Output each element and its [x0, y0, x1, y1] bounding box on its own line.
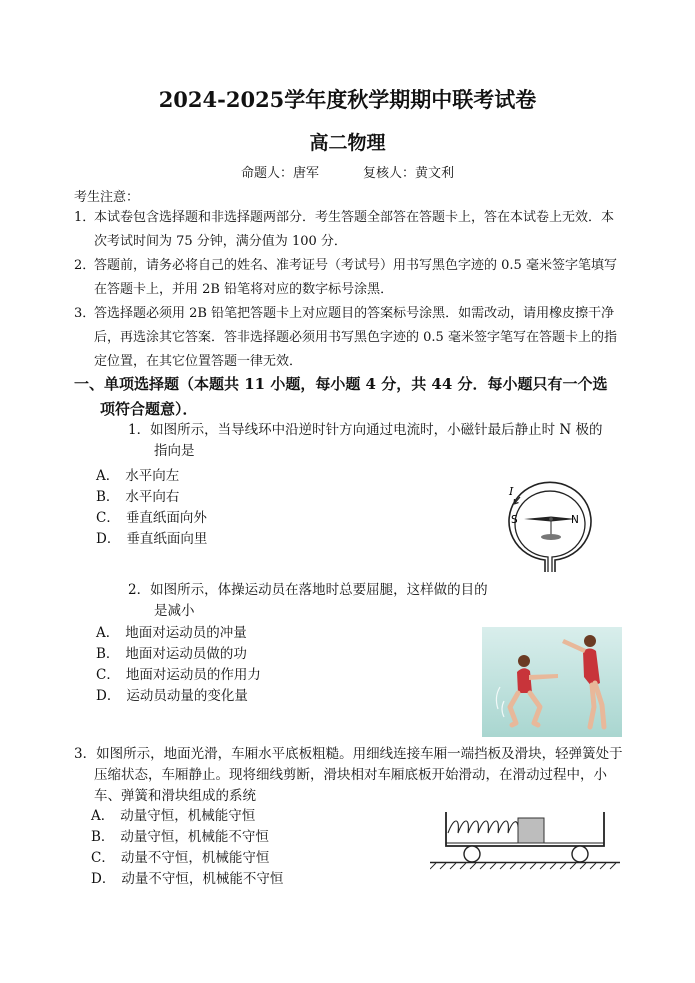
question-3-stem: [74, 744, 626, 807]
section-heading: [74, 372, 626, 422]
reviewer-name: 复核人：黄文利: [363, 166, 455, 181]
note-number: 2．: [74, 258, 96, 273]
option-text: 垂直纸面向外: [125, 510, 207, 526]
wheel-right-icon: [572, 846, 588, 862]
option-text: 动量不守恒，机械能不守恒: [121, 871, 284, 887]
gymnast-figure: [482, 627, 622, 737]
option-text: 动量守恒，机械能不守恒: [120, 829, 269, 845]
note-text: 本试卷包含选择题和非选择题两部分．考生答题全部答在答题卡上，答在本试卷上无效．本次考试时间为 75 分钟，满分值为 100 分．: [94, 210, 615, 249]
section-heading-line: 一、单项选择题（本题共 11 小题，每小题 4 分，共 44 分．每小题只有一个选: [74, 375, 608, 393]
ground-hatching: [430, 863, 616, 869]
option-c: [96, 508, 207, 529]
note-text: 答题前，请务必将自己的姓名、准考证号（考试号）用书写黑色字迹的 0.5 毫米签字笔填写在答题卡上，并用 2B 铅笔将对应的数字标号涂黑．: [94, 258, 617, 297]
wire-loop-figure: [500, 478, 600, 580]
option-letter: B．: [96, 489, 120, 505]
question-stem-line: 是减小: [154, 603, 195, 619]
south-pole-label: S: [511, 514, 518, 526]
question-stem-line: 1．如图所示，当导线环中沿逆时针方向通过电流时，小磁针最后静止时 N 极的: [128, 422, 603, 438]
option-text: 地面对运动员的作用力: [125, 667, 261, 683]
option-text: 动量守恒，机械能守恒: [120, 808, 256, 824]
option-letter: B．: [91, 829, 115, 845]
option-letter: A．: [96, 625, 120, 641]
author-name: 命题人：唐军: [240, 166, 319, 181]
option-d: [96, 529, 207, 550]
note-text: 答选择题必须用 2B 铅笔把答题卡上对应题目的答案标号涂黑．如需改动，请用橡皮擦干净后，再选涂其它答案．答非选择题必须用书写黑色字迹的 0.5 毫米签字笔写在答题卡上的指定位置，在其它位置答题一律无效．: [94, 306, 617, 369]
option-text: 垂直纸面向里: [126, 531, 208, 547]
option-a: [91, 806, 283, 827]
note-item: [74, 254, 626, 302]
option-text: 水平向左: [125, 468, 180, 484]
question-3-options: [91, 806, 283, 890]
spring-icon: [448, 821, 518, 833]
question-stem-line: 指向是: [154, 443, 195, 459]
notes-title: 考生注意：: [74, 190, 140, 205]
option-letter: C．: [91, 850, 115, 866]
question-1-options: [96, 466, 207, 550]
option-text: 动量不守恒，机械能守恒: [120, 850, 270, 866]
question-stem-line: 2．如图所示，体操运动员在落地时总要屈腿，这样做的目的: [128, 582, 488, 598]
north-pole-label: N: [571, 514, 579, 526]
option-c: [91, 848, 283, 869]
needle-base: [541, 534, 561, 540]
question-1-stem: [128, 420, 626, 462]
exam-subject: 高二物理: [309, 132, 386, 154]
option-a: [96, 466, 207, 487]
note-number: 3．: [74, 306, 96, 321]
exam-title: 2024-2025学年度秋学期期中联考试卷: [158, 87, 537, 112]
notes-list: [74, 206, 626, 374]
option-b: [96, 487, 207, 508]
option-c: [96, 665, 261, 686]
note-item: [74, 302, 626, 374]
cart-spring-figure: [430, 808, 620, 870]
option-text: 地面对运动员的冲量: [125, 625, 247, 641]
wheel-left-icon: [464, 846, 480, 862]
authors-line: [0, 162, 695, 181]
question-stem-text: 3．如图所示，地面光滑，车厢水平底板粗糙。用细线连接车厢一端挡板及滑块，轻弹簧处于压缩状态，车厢静止。现将细线剪断，滑块相对车厢底板开始滑动，在滑动过程中，小车、弹簧和滑块组成的系统: [74, 746, 623, 804]
option-b: [96, 644, 261, 665]
option-letter: D．: [91, 871, 116, 887]
option-d: [91, 869, 283, 890]
option-text: 地面对运动员做的功: [125, 646, 247, 662]
option-a: [96, 623, 261, 644]
option-letter: A．: [91, 808, 115, 824]
option-b: [91, 827, 283, 848]
section-heading-line: 项符合题意）．: [100, 400, 198, 418]
note-number: 1．: [74, 210, 96, 225]
question-2-stem: [128, 580, 508, 622]
needle-pivot-icon: [549, 517, 553, 521]
option-letter: D．: [96, 531, 121, 547]
option-letter: C．: [96, 510, 120, 526]
current-label: I: [509, 485, 514, 498]
option-letter: D．: [96, 688, 121, 704]
wire-loop-outer: [509, 482, 591, 572]
note-item: [74, 206, 626, 254]
option-text: 水平向右: [125, 489, 180, 505]
option-letter: C．: [96, 667, 120, 683]
wire-loop-inner: [515, 491, 585, 572]
option-letter: B．: [96, 646, 120, 662]
option-letter: A．: [96, 468, 120, 484]
option-d: [96, 686, 261, 707]
slider-block: [518, 818, 544, 843]
option-text: 运动员动量的变化量: [126, 688, 248, 704]
question-2-options: [96, 623, 261, 707]
